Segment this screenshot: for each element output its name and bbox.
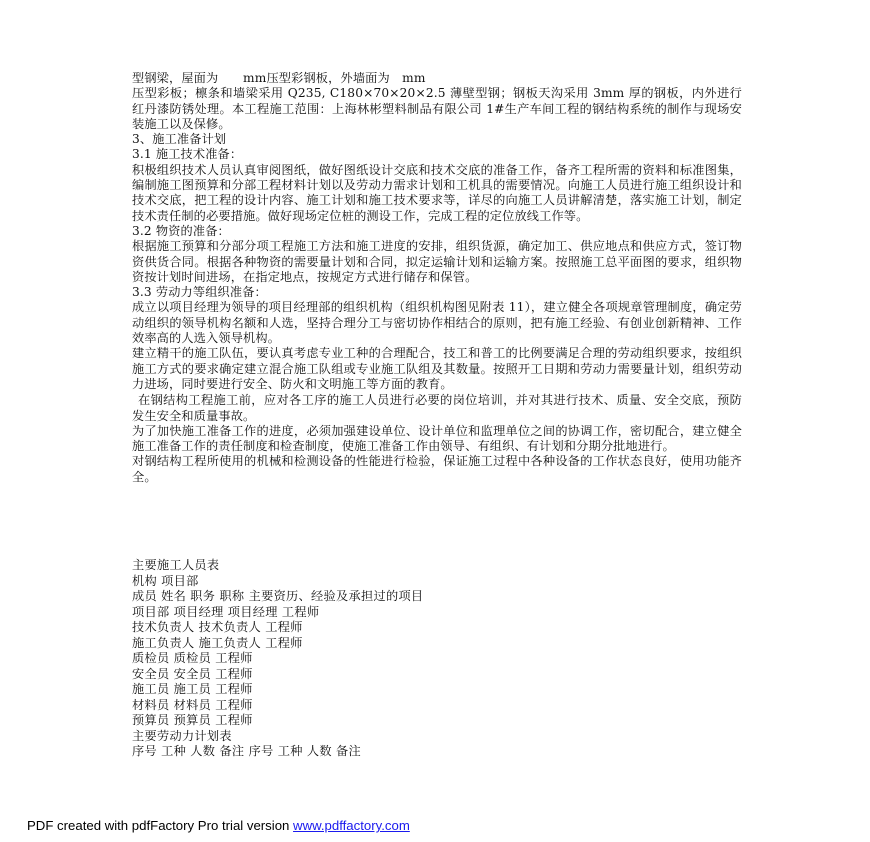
footer-link[interactable]: www.pdffactory.com (293, 818, 410, 833)
staff-table-text (132, 558, 652, 760)
pdf-footer (27, 818, 410, 833)
body-text (132, 71, 742, 485)
table-row: 预算员 预算员 工程师 (132, 713, 253, 727)
section-heading: 3、施工准备计划 (132, 132, 227, 147)
paragraph: 积极组织技术人员认真审阅图纸，做好图纸设计交底和技术交底的准备工作，备齐工程所需的资料和标准图集，编制施工图预算和分部工程材料计划以及劳动力需求计划和工机具的需要情况。向施工人员进行施工组织设计和技术交底，把工程的设计内容、施工计划和施工技术要求等，详尽的向施工人员讲解清楚，落实施工计划，制定技术责任制的必要措施。做好现场定位桩的测设工作，完成工程的定位放线工作等。 (132, 162, 742, 223)
table-row: 质检员 质检员 工程师 (132, 651, 253, 665)
subsection-heading: 3.2 物资的准备： (132, 223, 230, 238)
table-row: 材料员 材料员 工程师 (132, 697, 253, 712)
paragraph: 成立以项目经理为领导的项目经理部的组织机构（组织机构图见附表 11），建立健全各项规章管理制度，确定劳动组织的领导机构名额和人选，坚持合理分工与密切协作相结合的原则，把有施工经验、有创业创新精神、工作效率高的人选入领导机构。 (132, 300, 742, 346)
table-title: 主要劳动力计划表 (132, 728, 232, 743)
paragraph: 在钢结构工程施工前，应对各工序的施工人员进行必要的岗位培训，并对其进行技术、质量、安全交底，预防发生安全和质量事故。 (132, 393, 742, 423)
footer-text: PDF created with pdfFactory Pro trial version (27, 818, 294, 833)
paragraph: 对钢结构工程所使用的机械和检测设备的性能进行检验，保证施工过程中各种设备的工作状态良好，使用功能齐全。 (132, 454, 742, 484)
paragraph: 型钢梁，屋面为 mm压型彩钢板，外墙面为 mm (132, 71, 426, 85)
subsection-heading: 3.1 施工技术准备： (132, 147, 243, 162)
paragraph: 根据施工预算和分部分项工程施工方法和施工进度的安排，组织货源，确定加工、供应地点和供应方式，签订物资供货合同。根据各种物资的需要量计划和合同，拟定运输计划和运输方案。按照施工总平面图的要求，组织物资按计划时间进场，在指定地点，按规定方式进行储存和保管。 (132, 239, 742, 284)
subsection-heading: 3.3 劳动力等组织准备： (132, 285, 267, 300)
paragraph: 为了加快施工准备工作的进度，必须加强建设单位、设计单位和监理单位之间的协调工作，密切配合，建立健全施工准备工作的责任制度和检查制度，使施工准备工作由领导、有组织、有计划和分期分批地进行。 (132, 423, 742, 454)
table-row: 施工员 施工员 工程师 (132, 682, 253, 696)
table-row: 机构 项目部 (132, 573, 199, 588)
table-row: 施工负责人 施工负责人 工程师 (132, 635, 303, 650)
table-header-row: 成员 姓名 职务 职称 主要资历、经验及承担过的项目 (132, 589, 424, 603)
paragraph: 建立精干的施工队伍，要认真考虑专业工种的合理配合，技工和普工的比例要满足合理的劳动组织要求，按组织施工方式的要求确定建立混合施工队组或专业施工队组及其数量。按照开工日期和劳动力需要量计划，组织劳动力进场，同时要进行安全、防火和文明施工等方面的教育。 (132, 346, 742, 391)
table-row: 技术负责人 技术负责人 工程师 (132, 620, 303, 634)
table-header-row: 序号 工种 人数 备注 序号 工种 人数 备注 (132, 744, 362, 758)
table-row: 安全员 安全员 工程师 (132, 666, 253, 681)
table-title: 主要施工人员表 (132, 558, 220, 572)
paragraph: 压型彩板；檩条和墙梁采用 Q235, C180×70×20×2.5 薄壁型钢；钢板天沟采用 3mm 厚的钢板，内外进行红丹漆防锈处理。本工程施工范围：上海林彬塑料制品有限公司 1#生产车间工程的钢结构系统的制作与现场安装施工以及保修。 (132, 86, 742, 131)
table-row: 项目部 项目经理 项目经理 工程师 (132, 604, 320, 619)
